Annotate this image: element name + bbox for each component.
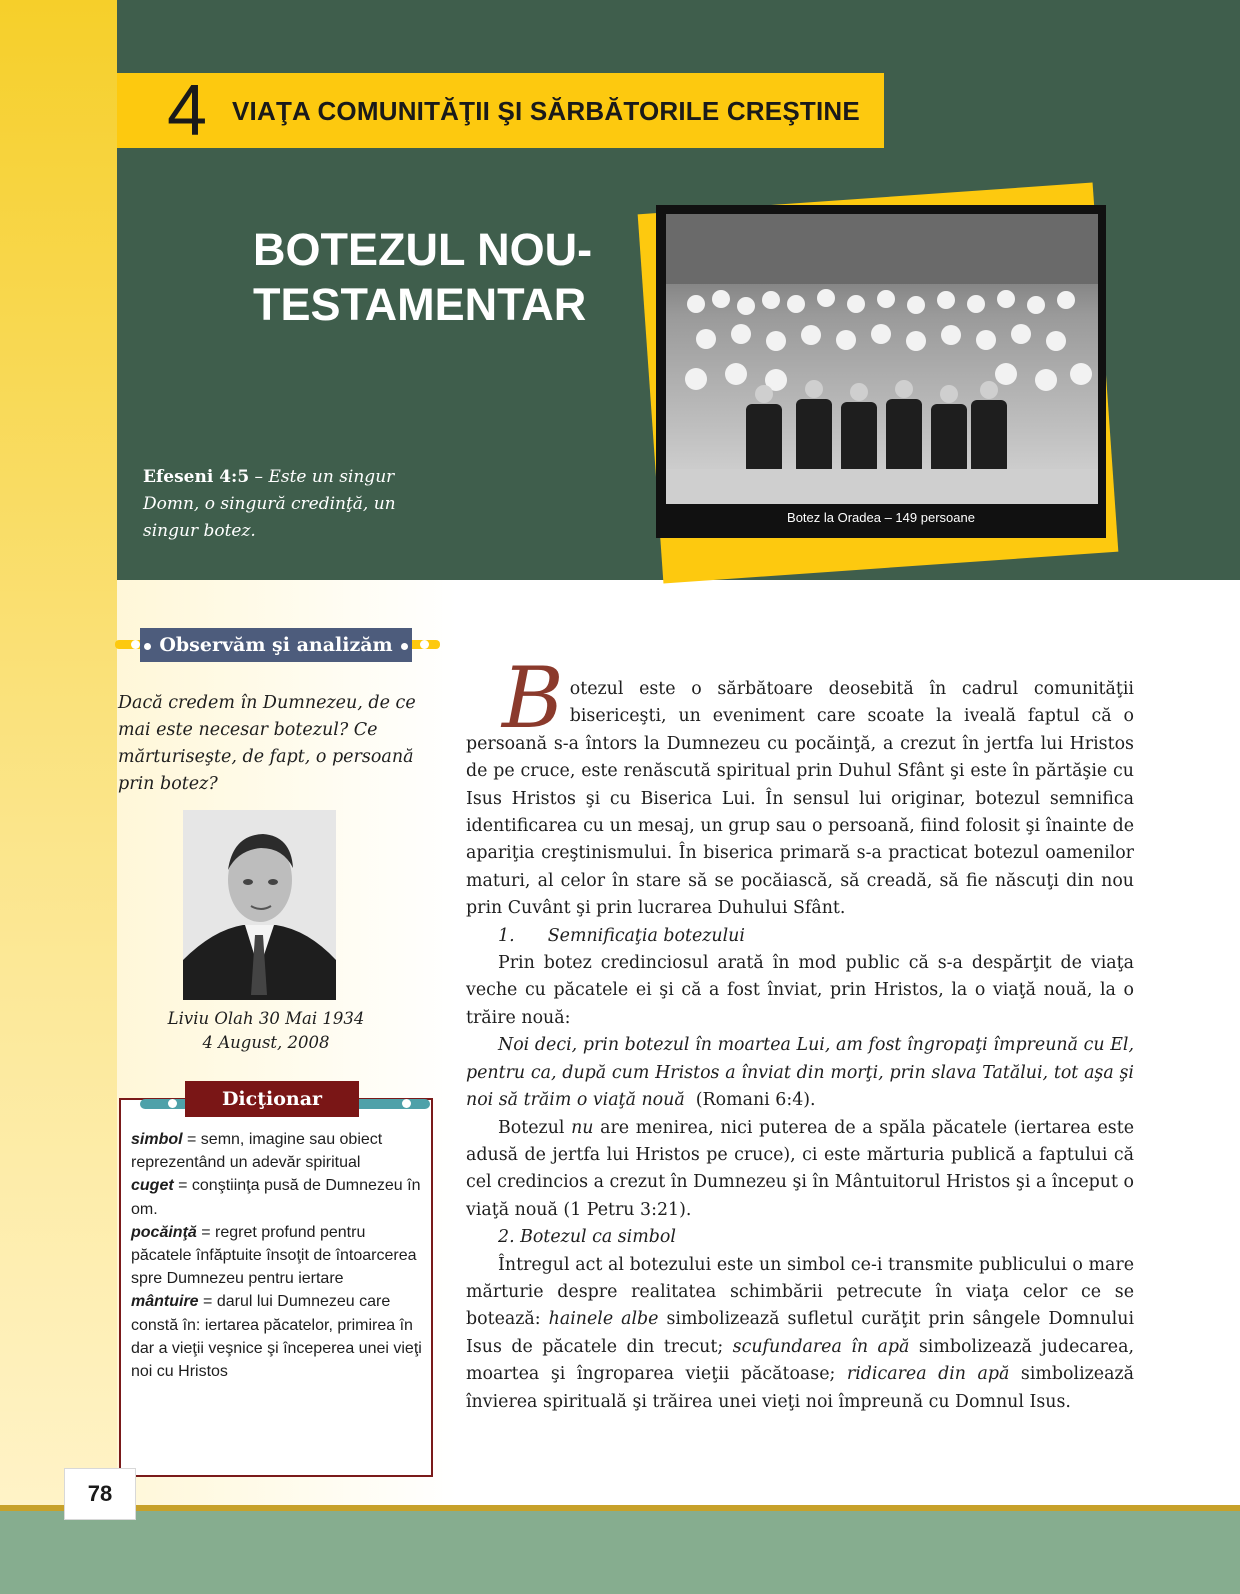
portrait-caption-line2: 4 August, 2008 (202, 1033, 330, 1052)
dictionary-definition: = conştiinţa pusă de Dumnezeu în om. (131, 1177, 421, 1218)
romans-quote: Noi deci, prin botezul în moartea Lui, am fost îngropaţi împreună cu El, pentru ca, după cum Hristos a înviat din morţi, prin slava Tatălui, tot aşa şi noi să trăim o viaţă nouă (466, 1035, 1134, 1111)
p4-text-b: simbolizează sufletul curăţit prin sângele Domnului Isus de păcatele din trecut; (466, 1309, 1135, 1357)
ribbon-dot-right (402, 1099, 411, 1108)
portrait-caption-line1: Liviu Olah 30 Mai 1934 (167, 1009, 365, 1028)
ribbon-dot-right (420, 640, 429, 649)
dictionary-definition: = regret profund pentru păcatele înfăptuite însoţit de întoarcerea spre Dumnezeu pentru iertare (131, 1223, 417, 1288)
section-heading-2 (466, 1224, 1134, 1251)
dictionary-term: cuget (131, 1177, 174, 1195)
p3-emphasis: nu (571, 1117, 594, 1138)
photo-caption: Botez la Oradea – 149 persoane (787, 510, 975, 525)
page-number: 78 (64, 1468, 136, 1520)
dictionary-term: pocăinţă (131, 1223, 197, 1241)
observam-title-text: Observăm şi analizăm (159, 634, 393, 656)
quote-paragraph (466, 1032, 1134, 1114)
ribbon-dot-left (168, 1099, 177, 1108)
p4-text-a: Întregul act al botezului este un simbol ce-i transmite publicului o mare mărturie despre realitatea schimbării petrecute în viaţa celor ce se botează: (466, 1254, 1134, 1330)
paragraph-2: Prin botez credinciosul arată în mod public că s-a despărţit de viaţa veche cu păcatele ei şi că a fost înviat, prin Hristos, la o viaţă nouă, la o trăire nouă: (466, 953, 1134, 1028)
dictionary-entry (131, 1290, 423, 1383)
portrait-caption (140, 1007, 392, 1055)
dictionary-definition: = darul lui Dumnezeu care constă în: iertarea păcatelor, primirea în dar a vieţii veşnice şi începerea unei vieţi noi cu Hristos (131, 1293, 422, 1381)
paragraph-3 (466, 1115, 1134, 1225)
dictionary-entries (131, 1128, 423, 1383)
verse-text: Este un singur Domn, o singură credinţă, un singur botez. (143, 467, 396, 541)
dictionary-entry (131, 1221, 423, 1291)
chapter-title: VIAŢA COMUNITĂŢII ŞI SĂRBĂTORILE CREŞTINE (232, 96, 860, 126)
dictionary-term: mântuire (131, 1293, 199, 1311)
footer-band (0, 1511, 1240, 1594)
p4-emphasis-1: hainele albe (548, 1309, 659, 1330)
dictionary-entry (131, 1128, 423, 1174)
p3-text-a: Botezul (498, 1117, 572, 1138)
bible-verse (143, 464, 403, 545)
lesson-title (253, 222, 633, 332)
p4-text-c: simbolizează judecarea, moartea şi îngroparea vieţii păcătoase; (466, 1336, 1134, 1385)
drop-cap: B (502, 649, 564, 747)
left-decorative-strip (0, 0, 117, 1505)
baptism-group-photo (666, 214, 1098, 504)
section-heading-1 (466, 923, 1134, 950)
dictionary-title: Dicţionar (185, 1081, 359, 1117)
verse-reference: Efeseni 4:5 (143, 467, 250, 487)
observam-title (140, 628, 412, 662)
chapter-number: 4 (167, 71, 208, 151)
section-heading-1-text: 1. Semnificaţia botezului (498, 925, 745, 946)
dictionary-term: simbol (131, 1131, 183, 1148)
intro-text: otezul este o sărbătoare deosebită în cadrul comunităţii bisericeşti, un eveniment care scoate la iveală faptul că o persoană s-a întors la Dumnezeu cu pocăinţă, a crezut în jertfa lui Hristos de pe cruce, este renăscută spiritual prin Duhul Sfânt şi este în părtăşie cu Isus Hristos şi cu Biserica Lui. În sensul lui originar, botezul semnifica identificarea cu un mesaj, un grup sau o persoană, fiind folosit şi înainte de apariţia creştinismului. În biserica primară s-a practicat botezul oamenilor maturi, al celor în stare să se pocăiască, să creadă, să fie născuţi din nou prin Cuvânt şi prin lucrarea Duhului Sfânt. (466, 679, 1134, 919)
section-heading-2-text: 2. Botezul ca simbol (498, 1227, 676, 1248)
p3-text-b: are menirea, nici puterea de a spăla păcatele (iertarea este adusă de jertfa lui Hristos pe cruce), ci este mărturia publică a faptului că cel credincios a crezut în Dumnezeu şi în Mântuitorul Hristos şi a început o viaţă nouă (1 Petru 3:21). (466, 1117, 1134, 1220)
lesson-title-line1: BOTEZUL NOU- (253, 224, 593, 275)
p4-emphasis-2: scufundarea în apă (732, 1336, 910, 1357)
dictionary-definition: = semn, imagine sau obiect reprezentând un adevăr spiritual (131, 1131, 383, 1172)
quote-reference: (Romani 6:4). (684, 1090, 816, 1111)
p4-text-d: simbolizează învierea spirituală şi trăirea unei vieţi noi împreună cu Domnul Isus. (466, 1364, 1134, 1412)
intro-paragraph (466, 649, 1134, 923)
p4-emphasis-3: ridicarea din apă (846, 1364, 1010, 1385)
lesson-title-line2: TESTAMENTAR (253, 279, 587, 330)
ribbon-dot-left (131, 640, 140, 649)
portrait-photo (183, 810, 336, 1000)
dictionary-entry (131, 1174, 423, 1220)
verse-dash: – (249, 467, 269, 487)
observam-questions: Dacă credem în Dumnezeu, de ce mai este necesar botezul? Ce mărturiseşte, de fapt, o persoană prin botez? (118, 693, 416, 794)
paragraph-4 (466, 1252, 1134, 1416)
bullet-icon (144, 643, 151, 650)
main-text (466, 649, 1135, 1416)
bullet-icon (401, 643, 408, 650)
